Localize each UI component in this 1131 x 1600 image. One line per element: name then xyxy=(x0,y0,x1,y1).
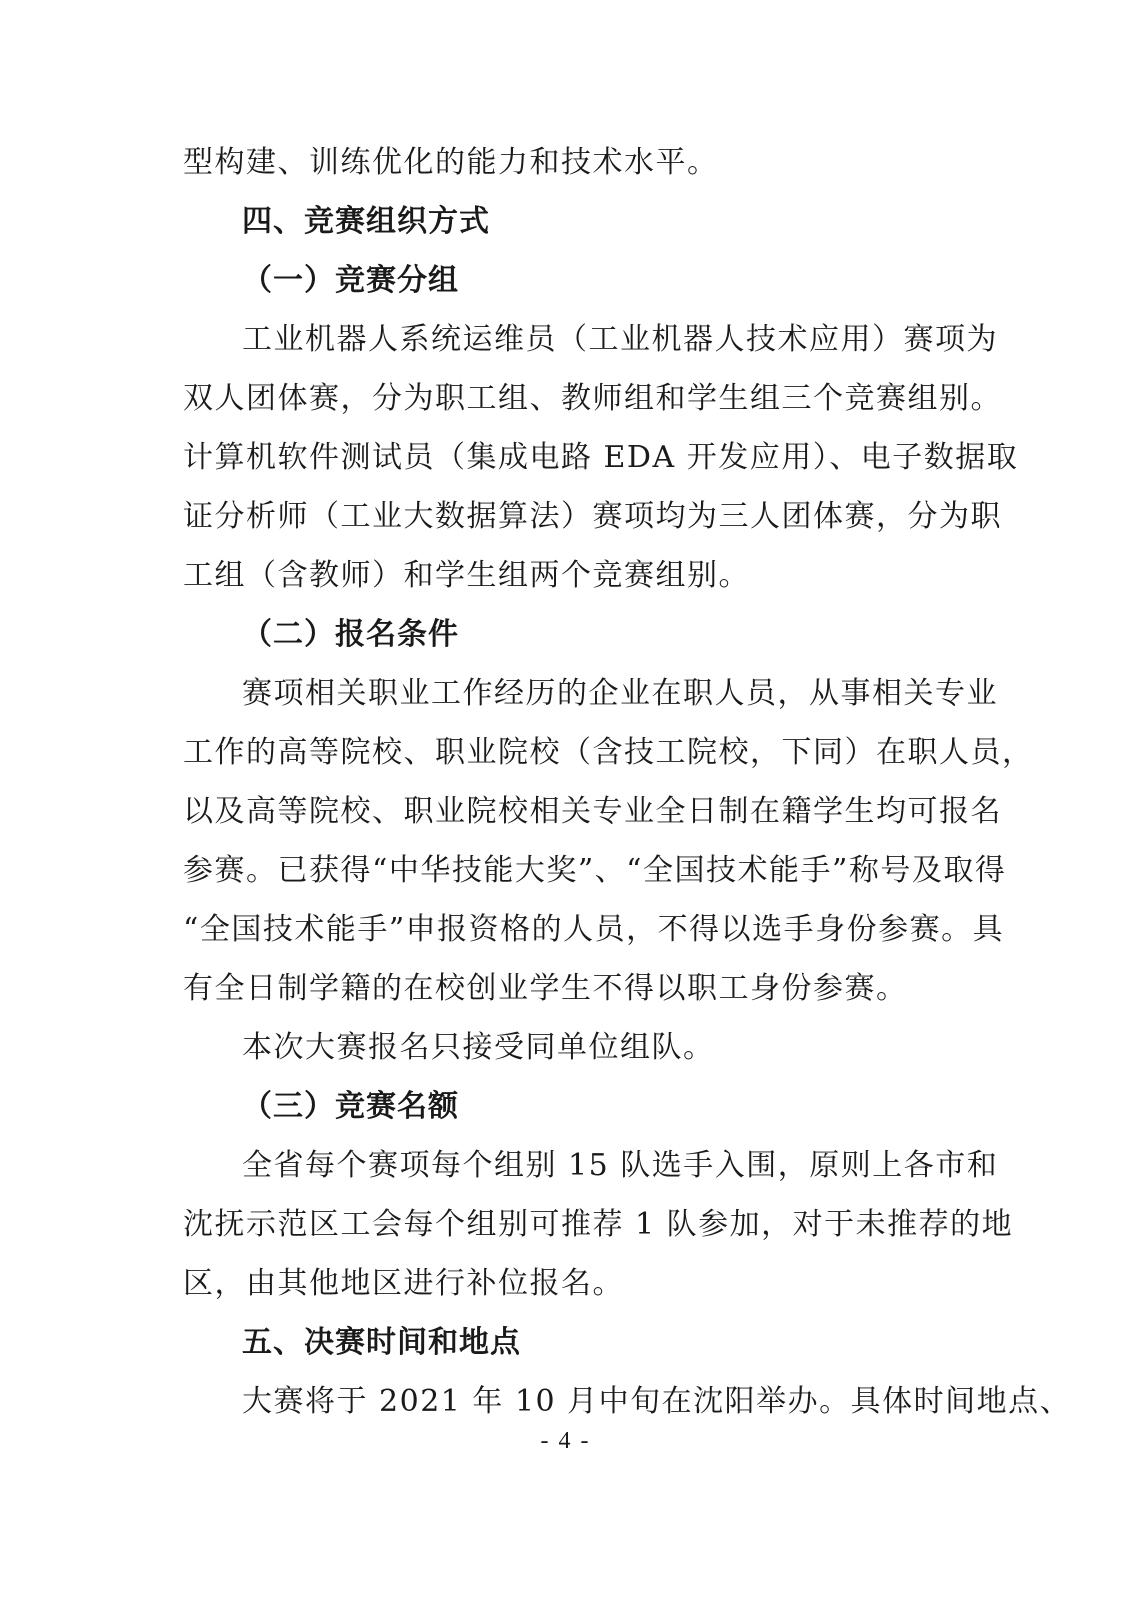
page-number: - 4 - xyxy=(540,1428,591,1454)
body-line: 区，由其他地区进行补位报名。 xyxy=(183,1266,624,1301)
body-line: 赛项相关职业工作经历的企业在职人员，从事相关专业 xyxy=(242,676,998,711)
document-body xyxy=(183,133,1072,1431)
subsection-heading: （一）竞赛分组 xyxy=(242,263,459,298)
section-heading: 四、竞赛组织方式 xyxy=(242,204,490,239)
subsection-heading: （三）竞赛名额 xyxy=(242,1089,459,1124)
body-line: 有全日制学籍的在校创业学生不得以职工身份参赛。 xyxy=(183,971,908,1006)
body-line: “全国技术能手”申报资格的人员，不得以选手身份参赛。具 xyxy=(183,912,1005,947)
body-line: 以及高等院校、职业院校相关专业全日制在籍学生均可报名 xyxy=(183,794,1002,829)
body-line: 工组（含教师）和学生组两个竞赛组别。 xyxy=(183,558,750,593)
body-line: 大赛将于 2021 年 10 月中旬在沈阳举办。具体时间地点、 xyxy=(242,1384,1072,1419)
body-line: 双人团体赛，分为职工组、教师组和学生组三个竞赛组别。 xyxy=(183,381,1002,416)
body-line: 证分析师（工业大数据算法）赛项均为三人团体赛，分为职 xyxy=(183,499,1002,534)
body-line: 全省每个赛项每个组别 15 队选手入围，原则上各市和 xyxy=(242,1148,999,1183)
body-line: 工业机器人系统运维员（工业机器人技术应用）赛项为 xyxy=(242,322,998,357)
body-line: 型构建、训练优化的能力和技术水平。 xyxy=(183,145,719,180)
section-heading: 五、决赛时间和地点 xyxy=(242,1325,521,1360)
body-line: 参赛。已获得“中华技能大奖”、“全国技术能手”称号及取得 xyxy=(183,853,1007,888)
body-line: 沈抚示范区工会每个组别可推荐 1 队参加，对于未推荐的地 xyxy=(183,1207,1014,1242)
body-line: 工作的高等院校、职业院校（含技工院校，下同）在职人员， xyxy=(183,735,1034,770)
body-line: 计算机软件测试员（集成电路 EDA 开发应用）、电子数据取 xyxy=(183,440,1019,475)
body-line: 本次大赛报名只接受同单位组队。 xyxy=(242,1030,715,1065)
subsection-heading: （二）报名条件 xyxy=(242,617,459,652)
